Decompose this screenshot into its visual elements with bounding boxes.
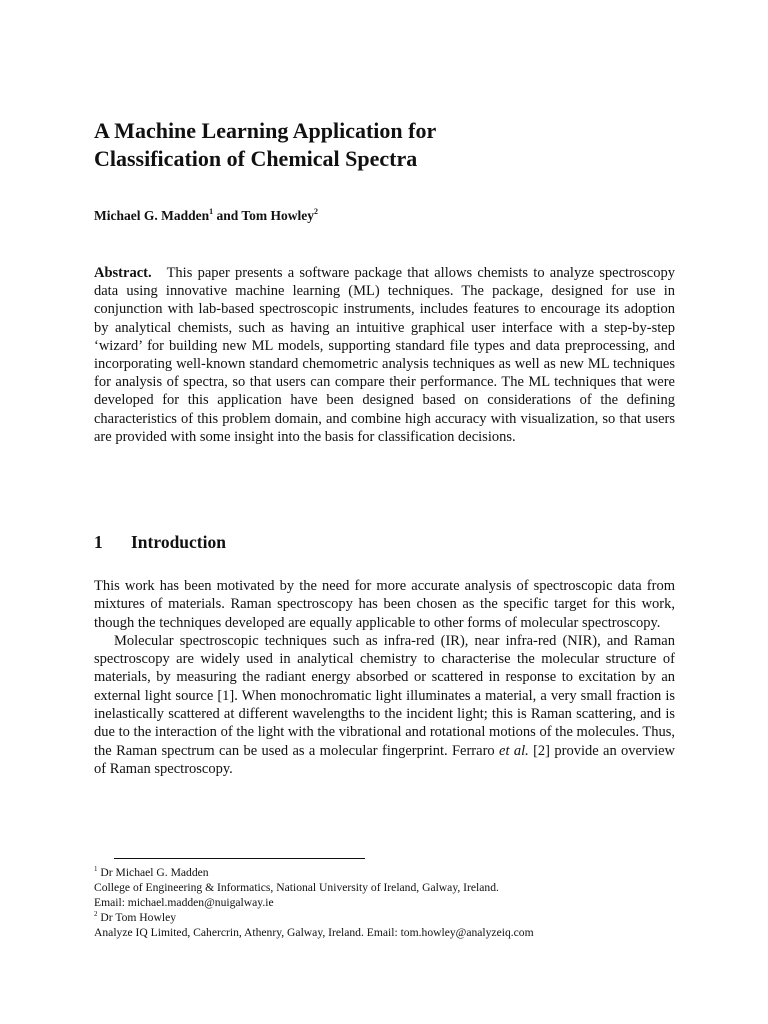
author-line: [94, 207, 318, 225]
footnote-1-email: Email: michael.madden@nuigalway.ie: [94, 896, 274, 909]
title-line-1: A Machine Learning Application for: [94, 118, 437, 143]
section-number: 1: [94, 532, 103, 552]
intro-paragraph-2-italic: et al.: [499, 742, 529, 759]
title-line-2: Classification of Chemical Spectra: [94, 146, 418, 171]
footnote-2-affiliation: Analyze IQ Limited, Cahercrin, Athenry, Galway, Ireland. Email: tom.howley@analyzeiq.com: [94, 926, 534, 939]
footnote-2-mark: 2: [94, 910, 98, 918]
footnote-2-name: [94, 910, 694, 925]
intro-paragraph-2-end: [2] provide an overview of Raman spectroscopy.: [94, 742, 676, 777]
author-conjunction: and: [213, 208, 242, 223]
author-1-footnote-mark: 1: [209, 207, 214, 216]
author-2: Tom Howley: [241, 208, 315, 223]
footnotes: [94, 865, 694, 940]
introduction-body: [94, 577, 675, 778]
footnote-divider: [114, 858, 365, 859]
section-title: Introduction: [131, 532, 226, 552]
footnote-1-mark: 1: [94, 865, 98, 873]
intro-paragraph-2: [94, 632, 675, 778]
author-1: Michael G. Madden: [94, 208, 210, 223]
intro-paragraph-1: This work has been motivated by the need for more accurate analysis of spectroscopic data from mixtures of materials. Raman spectroscopy has been chosen as the specific target for this work, though the techniques developed are equally applicable to other forms of molecular spectroscopy.: [94, 578, 675, 631]
abstract-text: This paper presents a software package that allows chemists to analyze spectroscopy data using innovative machine learning (ML) techniques. The package, designed for use in conjunction with lab-based spectroscopic instruments, includes features to encourage its adoption by analytical chemists, such as having an intuitive graphical user interface with a step-by-step ‘wizard’ for building new ML models, supporting standard file types and data preprocessing, and incorporating well-known standard chemometric analysis techniques as well as new ML techniques for analysis of spectra, so that users can compare their performance. The ML techniques that were developed for this application have been designed based on considerations of the defining characteristics of this problem domain, and combine high accuracy with visualization, so that users are provided with some insight into the basis for classification decisions.: [94, 265, 675, 445]
abstract-label: Abstract.: [94, 265, 152, 281]
intro-paragraph-2-text: Molecular spectroscopic techniques such as infra-red (IR), near infra-red (NIR), and Raman spectroscopy are widely used in analytical chemistry to characterise the molecular structure of materials, by measuring the radiant energy absorbed or scattered in response to excitation by an external light source [1]. When monochromatic light illuminates a material, a very small fraction is inelastically scattered at different wavelengths to the incident light; this is Raman scattering, and is due to the interaction of the light with the vibrational and rotational motions of the molecules. Thus, the Raman spectrum can be used as a molecular fingerprint. Ferraro: [94, 632, 675, 759]
footnote-1-affiliation: College of Engineering & Informatics, National University of Ireland, Galway, Ireland.: [94, 881, 499, 894]
section-heading-introduction: [94, 531, 226, 553]
footnote-2-name-text: Dr Tom Howley: [97, 911, 177, 924]
author-2-footnote-mark: 2: [314, 207, 319, 216]
paper-title: [94, 117, 675, 173]
abstract: [94, 264, 675, 446]
footnote-1-name-text: Dr Michael G. Madden: [97, 866, 209, 879]
footnote-1-name: [94, 865, 694, 880]
